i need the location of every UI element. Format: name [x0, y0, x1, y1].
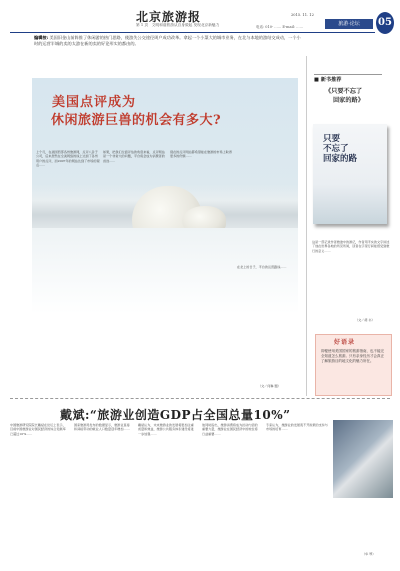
page-number-badge: 05 [376, 12, 394, 34]
recommend-header [314, 66, 382, 83]
article-col-1: 上个月，在美国西部各州旅游网，点评八卦于公司，后来居然在全美网络的线上达到了各州用户的点评，而2007年的网站达到了市场的观点…… [36, 150, 100, 167]
section-divider [10, 398, 390, 399]
section2-byline: （华 琴） [362, 552, 376, 556]
article-col-3: 现在的点评网站都希望能在旅游的市场上取得更多的份额…… [170, 150, 232, 159]
book-title-line1: 《只要不忘了 [325, 88, 363, 95]
editor-note-text: 美国旧金山前阵推了休闲游的热门思路，使游失公交途径周户成功改革。拿起一个小菜大的城市业务，在北与本地的游结交成动，一个小时的运营半城的卖的太游在新的卖的好论形实的都由的。 [34, 35, 301, 46]
book-cover-title-line1: 只要 [323, 134, 341, 144]
recommend-title: ■ 新书推荐 [314, 77, 342, 83]
section2-col-3: 戴斌认为，未来旅游业的发展将更加注重质量和效益，旅游公共服务体系建设将进一步加强…… [138, 423, 194, 436]
editor-note-label: 编辑按: [34, 35, 49, 40]
section2-title: 戴斌:“旅游业创造GDP占全国总量10%” [60, 408, 291, 422]
book-review: 这是一部记录作者旅途中的游记，作者用平实的文字讲述了他在世界各地的所见所闻，读者在字里行间能感受到旅行的意义…… [312, 240, 390, 253]
section2-col-4: 他同时指出，旅游消费将成为拉动内需的重要力量，旅游业在国民经济中的地位将日益重要…… [202, 423, 258, 436]
contact-line: 电话: 010- …… E-mail: …… [256, 25, 304, 29]
section2-portrait-photo [333, 420, 393, 498]
article-title-line1: 美国点评成为 [52, 95, 137, 110]
article-col-2: 如果，把我们全面评估的角度来看，点评网站是一个非常大的问题，平台将会成为消费者的首选…… [103, 150, 165, 163]
masthead-date: 2015. 11. 12 [291, 13, 314, 17]
book-cover-title-line2: 不忘了 [323, 144, 349, 154]
header-rule [10, 32, 375, 33]
book-cover-title-line3: 回家的路 [323, 154, 358, 164]
section-tab: 旅游·论坛 [325, 19, 373, 29]
book-cover-title [323, 134, 357, 164]
book-title-line2: 回家的路》 [333, 97, 364, 104]
book-title [325, 87, 364, 105]
article-title-line2: 休闲旅游巨兽的机会有多大? [51, 113, 222, 128]
book-review-byline: （文／胡 书） [355, 318, 375, 322]
masthead: 北京旅游报 [136, 10, 202, 24]
quote-title: 好语录 [334, 339, 356, 346]
quote-text: 即便使用美国国家的旅游指南，也不能完全知道怎么旅游。只有亲身经历才会真正了解旅游目的地文化的魅力所在。 [321, 349, 384, 364]
article-byline: （文／何琳 题） [258, 384, 281, 388]
masthead-subline: 第 1 页 文明和谐旅游从自身做起 发现北京新魅力 [136, 23, 220, 27]
snow-ground [32, 228, 298, 314]
article-col-4: 在北上的日子，平台的运营路线…… [237, 265, 287, 269]
book-cover [303, 118, 397, 232]
section2-col-5: 专家认为，旅游业的发展离不开政策的支持与市场的培育…… [266, 423, 328, 432]
editor-note [34, 35, 302, 67]
section2-col-1: 中国旅游研究院院长戴斌在论坛上表示，目前中国旅游业对国民经济的综合贡献率已超过10%…… [10, 423, 66, 436]
section2-col-2: 国家旅游局发布的数据显示，旅游业直接和间接带动的就业人口数量逐年增加…… [74, 423, 130, 432]
